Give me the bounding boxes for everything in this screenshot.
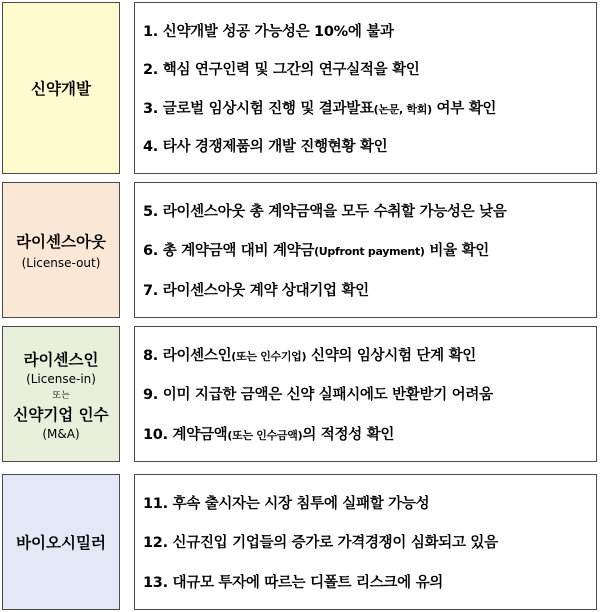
list-item [143,239,596,260]
category-sublabel: (License-in) [26,371,96,386]
list-item: 5. 라이센스아웃 총 계약금액을 모두 수취할 가능성은 낮음 [143,204,507,221]
category-sublabel: (License-out) [21,256,101,270]
item-text: 비율 확인 [424,243,489,260]
category-box-drug-development [2,2,120,174]
category-label-2: 신약기업 인수 [13,405,109,424]
item-text: 여부 확인 [431,100,497,117]
category-or-label: 또는 [52,390,70,401]
item-note: (또는 인수금액) [227,428,303,442]
category-label: 신약개발 [31,80,91,98]
list-item: 9. 이미 지급한 금액은 신약 실패시에도 반환받기 어려움 [143,387,493,404]
list-item: 11. 후속 출시자는 시장 침투에 실패할 가능성 [143,496,430,513]
item-text: 8. 라이센스인 [143,348,232,365]
list-item: 12. 신규진입 기업들의 증가로 가격경쟁이 심화되고 있음 [143,535,498,552]
list-item [143,344,596,365]
list-item: 2. 핵심 연구인력 및 그간의 연구실적을 확인 [143,62,420,79]
list-item: 13. 대규모 투자에 따르는 디폴트 리스크에 유의 [143,574,443,591]
item-text: 신약의 임상시험 단계 확인 [306,348,477,365]
item-note: (논문, 학회) [373,102,432,116]
category-box-license-out [2,182,120,318]
item-note: (Upfront payment) [314,245,425,259]
list-item: 1. 신약개발 성공 가능성은 10%에 불과 [143,23,394,40]
item-text: 3. 글로벌 임상시험 진행 및 결과발표 [143,100,374,117]
item-text: 10. 계약금액 [143,426,228,443]
list-item: 4. 타사 경쟁제품의 개발 진행현황 확인 [143,139,388,156]
category-label: 라이센스아웃 [16,233,106,251]
item-text: 6. 총 계약금액 대비 계약금 [143,243,315,260]
list-item: 7. 라이센스아웃 계약 상대기업 확인 [143,282,369,299]
detail-box-license-in [134,326,597,462]
detail-box-biosimilar [134,474,597,610]
item-note: (또는 인수기업) [231,350,307,364]
list-item [143,423,596,444]
category-label: 라이센스인 [23,350,99,369]
list-item [143,97,596,118]
detail-box-drug-development [134,2,597,174]
item-text: 의 적정성 확인 [302,426,395,443]
detail-box-license-out [134,182,597,318]
category-sublabel-2: (M&A) [42,426,80,441]
category-label: 바이오시밀러 [16,534,106,552]
category-box-license-in [2,326,120,462]
category-box-biosimilar [2,474,120,610]
